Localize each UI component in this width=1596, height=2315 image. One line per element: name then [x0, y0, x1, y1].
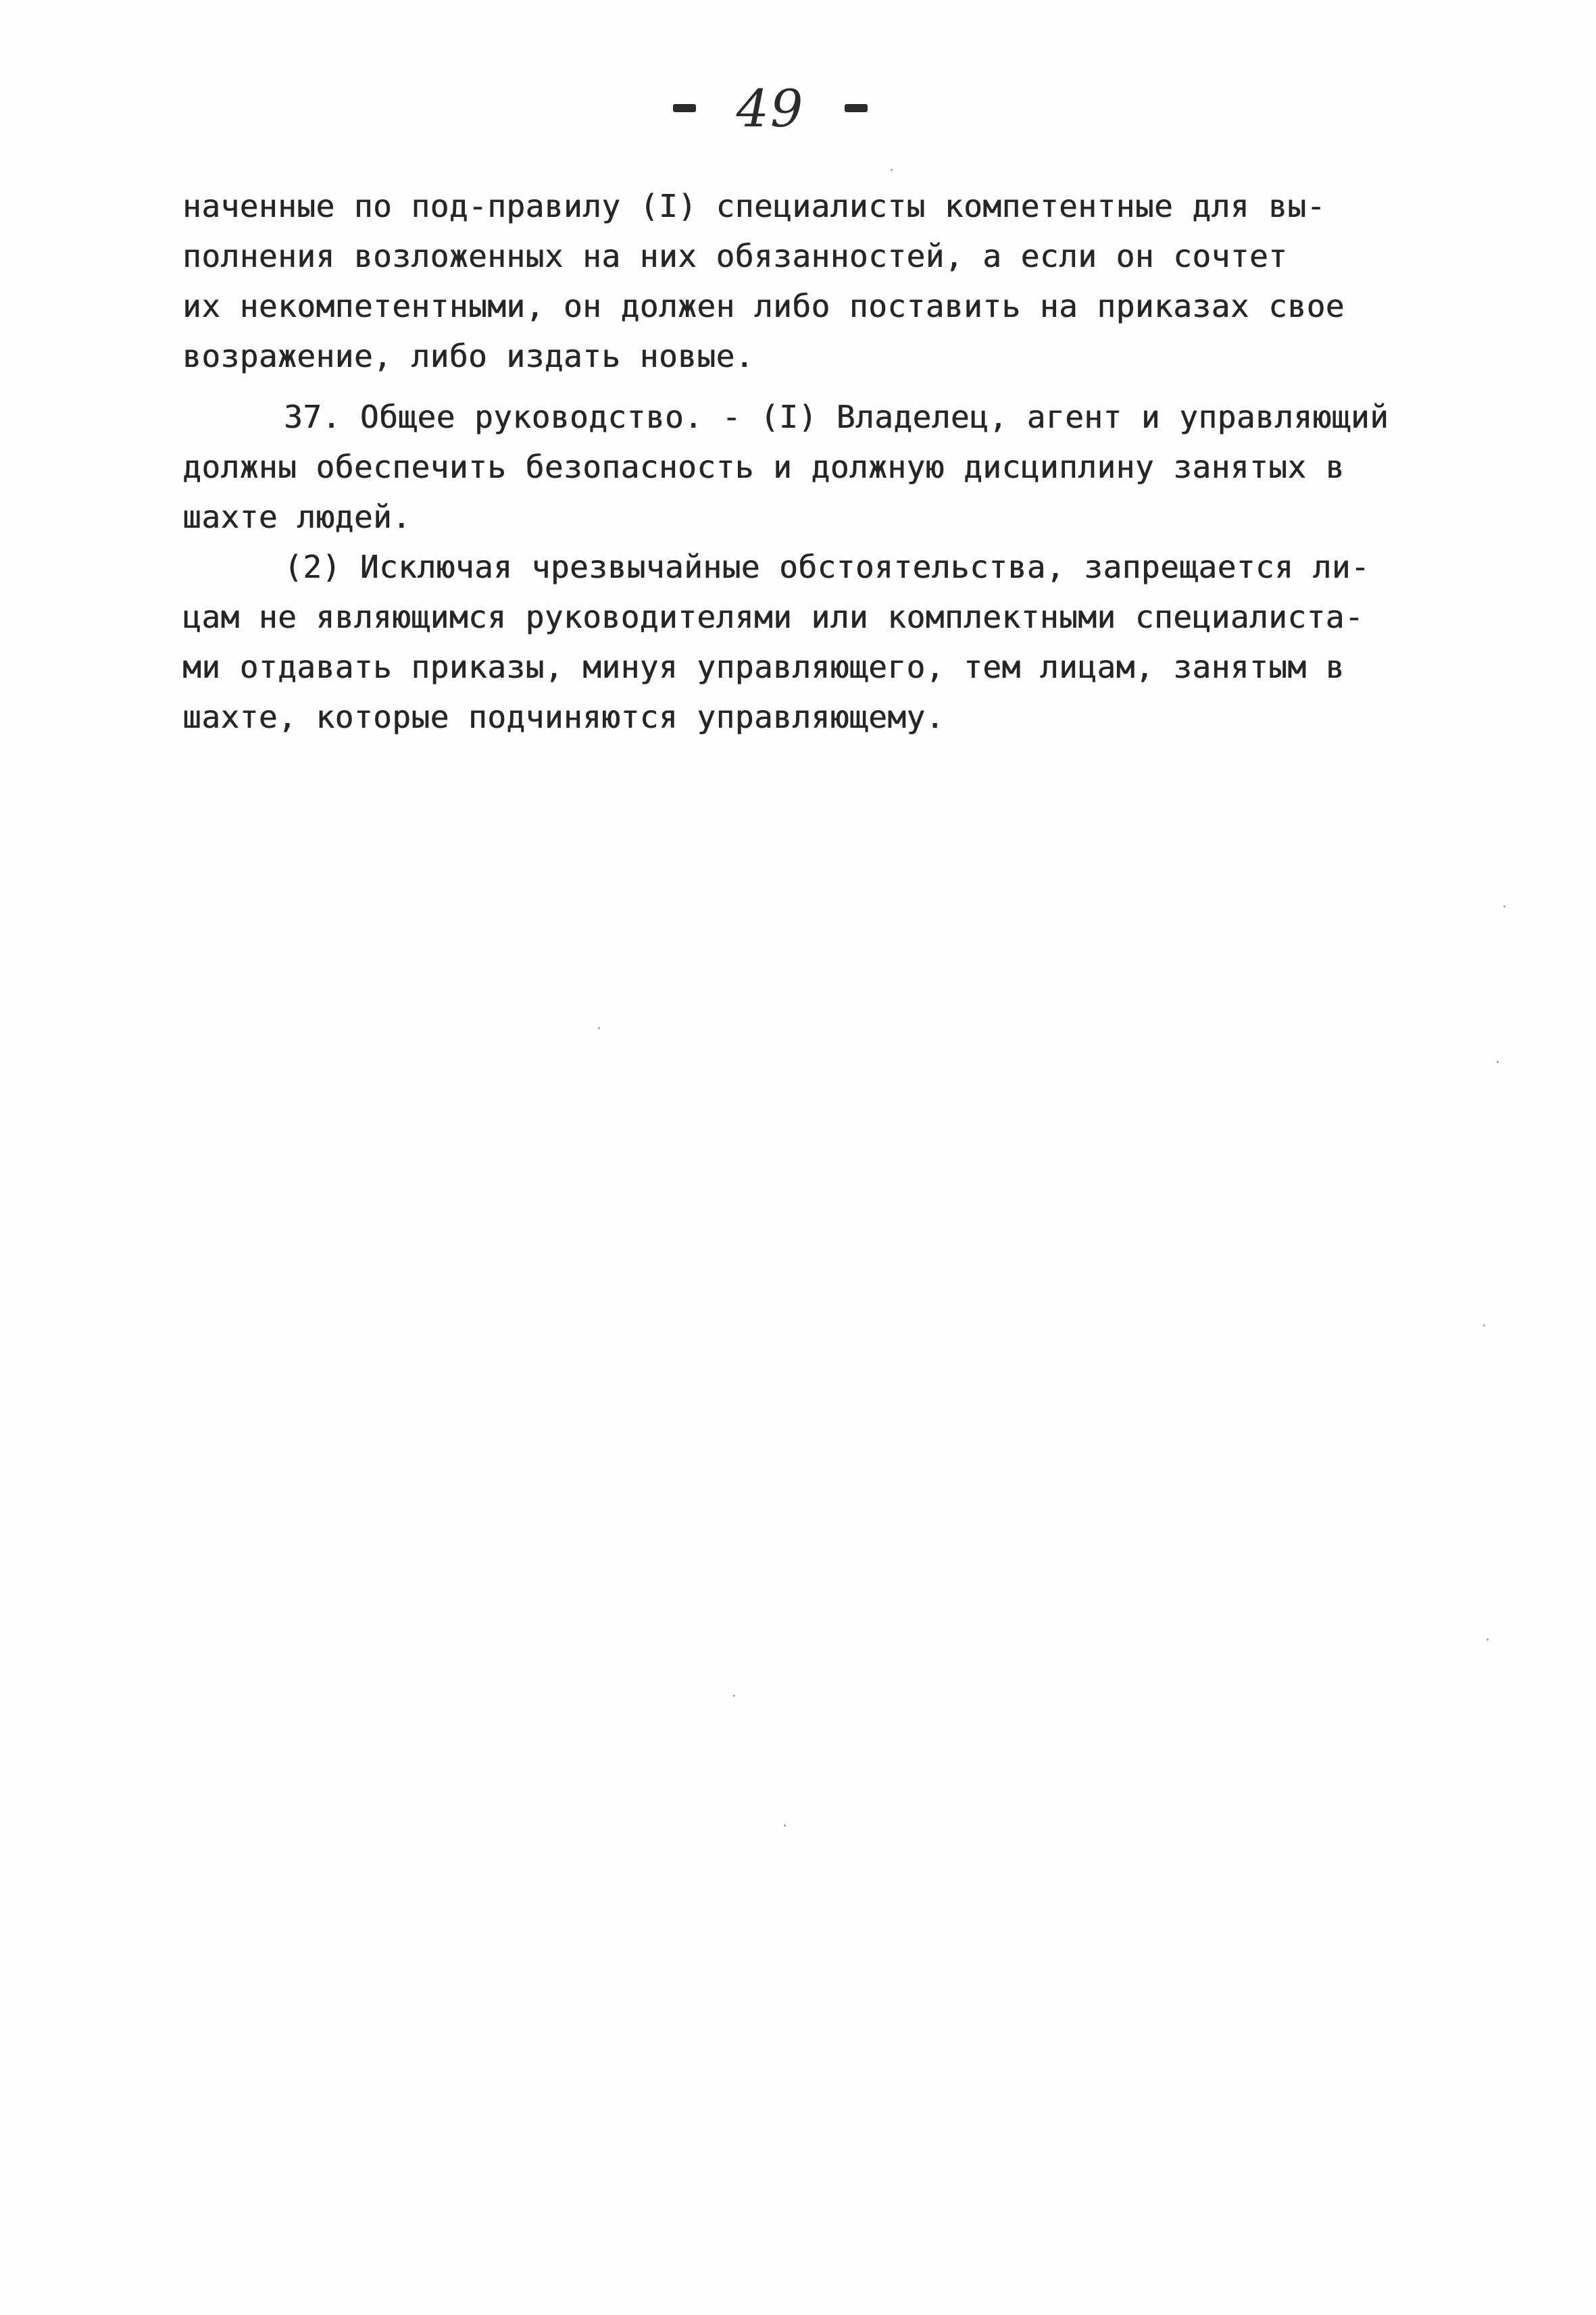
text-line: полнения возложенных на них обязанностей, а если он сочтет [182, 238, 1288, 274]
text-line: цам не являющимся руководителями или комплектными специалиста- [182, 599, 1364, 635]
text-line: наченные по под-правилу (I) специалисты компетентные для вы- [182, 188, 1326, 224]
paragraph-subsection-2 [182, 542, 1487, 742]
scan-speck [733, 1695, 735, 1697]
text-line: их некомпетентными, он должен либо поставить на приказах свое [182, 288, 1345, 324]
text-line: должны обеспечить безопасность и должную дисциплину занятых в [182, 449, 1345, 485]
paragraph-section-37 [182, 392, 1487, 542]
scan-speck [1483, 1324, 1485, 1326]
text-line: 37. Общее руководство. - (I) Владелец, агент и управляющий [284, 399, 1389, 435]
text-line: шахте людей. [182, 499, 412, 535]
left-dash [673, 104, 696, 112]
body-text [182, 181, 1487, 742]
paragraph-gap [182, 381, 1487, 392]
text-line: возражение, либо издать новые. [182, 338, 754, 374]
text-line: ми отдавать приказы, минуя управляющего, тем лицам, занятым в [182, 649, 1345, 685]
scan-speck [1497, 1061, 1499, 1063]
text-line: (2) Исключая чрезвычайные обстоятельства, запрещается ли- [284, 549, 1370, 585]
scan-speck [1487, 1639, 1489, 1641]
text-line: шахте, которые подчиняются управляющему. [182, 699, 945, 735]
scan-speck [598, 1027, 600, 1029]
page-number-header [649, 68, 892, 149]
paragraph-continuation [182, 181, 1487, 381]
page-number: 49 [736, 78, 805, 139]
scan-speck [891, 169, 893, 171]
right-dash [845, 104, 868, 112]
scan-speck [1503, 905, 1505, 907]
scan-speck [784, 1824, 786, 1826]
